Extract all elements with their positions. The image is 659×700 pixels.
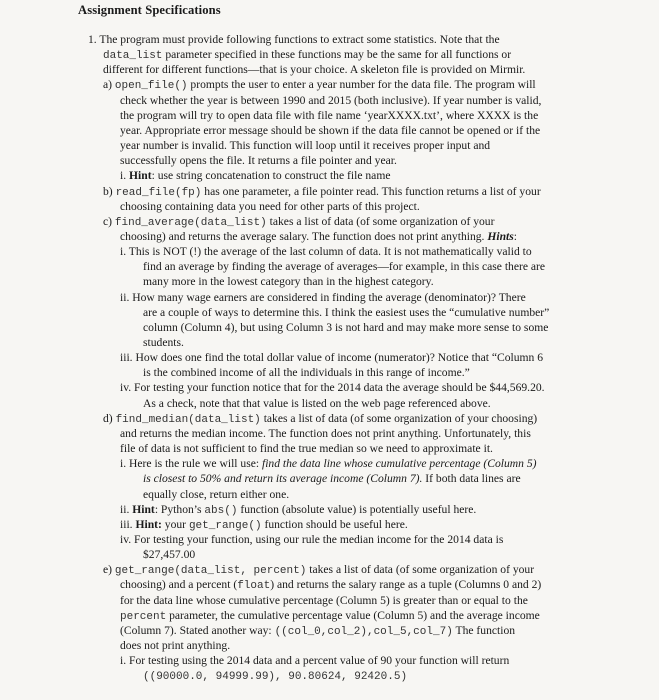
page-title: Assignment Specifications bbox=[78, 3, 221, 17]
text-run: ii. bbox=[120, 502, 133, 516]
text-line bbox=[120, 291, 526, 304]
text-run: your bbox=[161, 517, 189, 531]
text-run: takes a list of data (of some organization of your bbox=[266, 214, 495, 228]
text-run: takes a list of data (of some organization of your choosing) bbox=[260, 411, 538, 425]
text-run: find the data line whose cumulative percentage (Column 5) bbox=[261, 457, 537, 471]
text-run: i. This is NOT (!) the average of the last column of data. It is not mathematically valid to bbox=[120, 245, 532, 259]
text-line bbox=[120, 594, 528, 607]
text-line bbox=[120, 442, 493, 455]
text-run: ii. How many wage earners are considered in finding the average (denominator)? There bbox=[120, 290, 526, 304]
text-line bbox=[120, 654, 509, 667]
text-run: (Column 7). Stated another way: bbox=[120, 623, 275, 637]
text-run: the program will try to open data file with file name ‘yearXXXX.txt’, where XXXX is the bbox=[120, 108, 539, 122]
text-line bbox=[103, 185, 541, 200]
text-line bbox=[143, 321, 548, 334]
text-run: d) bbox=[103, 411, 116, 425]
text-line bbox=[120, 351, 543, 364]
text-line bbox=[143, 260, 545, 273]
text-run: is the combined income of all the individuals in this range of income.” bbox=[143, 366, 470, 380]
text-run: are a couple of ways to determine this. I think the easiest uses the “cumulative number” bbox=[143, 305, 550, 319]
text-run: The function bbox=[452, 623, 516, 637]
text-line bbox=[120, 609, 540, 624]
text-run: iv. For testing your function, using our rule the median income for the 2014 data is bbox=[120, 532, 504, 546]
text-line bbox=[120, 169, 390, 182]
text-run: different for different functions—that is your choice. A skeleton file is provided on Mirmir. bbox=[103, 63, 526, 77]
code-snippet: ((90000.0, 94999.99), 90.80624, 92420.5) bbox=[143, 671, 408, 684]
text-run: i. bbox=[120, 169, 130, 183]
text-run: parameter specified in these functions may be the same for all functions or bbox=[162, 48, 512, 62]
text-line bbox=[120, 154, 397, 167]
text-run: a) bbox=[103, 78, 115, 92]
text-line bbox=[103, 215, 494, 230]
code-snippet: read_file(fp) bbox=[115, 186, 202, 199]
text-run: : use string concatenation to construct the file name bbox=[151, 169, 391, 183]
text-run: Hint: bbox=[135, 517, 162, 531]
text-line bbox=[120, 457, 537, 470]
text-run: i. For testing using the 2014 data and a percent value of 90 your function will return bbox=[120, 654, 510, 668]
text-line bbox=[143, 669, 407, 684]
code-snippet: percent bbox=[120, 610, 167, 623]
code-snippet: float bbox=[237, 580, 271, 593]
text-run: iv. For testing your function notice that for the 2014 data the average should be $44,569.20. bbox=[120, 381, 545, 395]
code-snippet: data_list bbox=[103, 50, 163, 63]
text-line bbox=[120, 518, 408, 533]
text-run: prompts the user to enter a year number for the data file. The program will bbox=[187, 78, 536, 92]
text-run: successfully opens the file. It returns a file pointer and year. bbox=[120, 154, 397, 168]
text-run: find an average by finding the average of averages—for example, in this case there are bbox=[143, 260, 546, 274]
text-line bbox=[120, 109, 538, 122]
text-run: function (absolute value) is potentially useful here. bbox=[237, 502, 477, 516]
text-line bbox=[143, 548, 195, 561]
text-line bbox=[103, 48, 511, 63]
text-run: year number is invalid. This function will loop until it receives proper input and bbox=[120, 139, 491, 153]
text-run: iii. How does one find the total dollar value of income (numerator)? Notice that “Column 6 bbox=[120, 351, 544, 365]
text-line bbox=[143, 275, 434, 288]
text-run: iii. bbox=[120, 517, 136, 531]
text-line bbox=[120, 94, 541, 107]
text-run: year. Appropriate error message should be shown if the data file cannot be opened or if the bbox=[120, 123, 541, 137]
text-line bbox=[120, 139, 490, 152]
code-snippet: open_file() bbox=[114, 80, 188, 93]
text-run: for the data line whose cumulative percentage (Column 5) is greater than or equal to the bbox=[120, 593, 528, 607]
text-line bbox=[120, 245, 532, 258]
text-run: file of data is not sufficient to find the true median so we need to approximate it. bbox=[120, 442, 493, 456]
text-line bbox=[103, 563, 534, 578]
code-snippet: get_range(data_list, percent) bbox=[114, 565, 307, 578]
text-line bbox=[120, 427, 531, 440]
text-run: $27,457.00 bbox=[143, 548, 196, 562]
text-line bbox=[143, 488, 289, 501]
text-line bbox=[120, 230, 517, 243]
text-run: column (Column 4), but using Column 3 is not hard and may make more sense to some bbox=[143, 320, 549, 334]
text-line bbox=[103, 412, 537, 427]
text-line bbox=[120, 503, 476, 518]
text-run: check whether the year is between 1990 and 2015 (both inclusive). If year number is valid, bbox=[120, 93, 542, 107]
text-line bbox=[103, 78, 536, 93]
text-run: takes a list of data (of some organization of your bbox=[306, 563, 535, 577]
text-line bbox=[120, 381, 545, 394]
text-run: function should be useful here. bbox=[261, 517, 408, 531]
text-run: does not print anything. bbox=[120, 639, 231, 652]
text-line bbox=[143, 336, 184, 349]
text-run: many more in the lowest category than in the highest category. bbox=[143, 275, 434, 289]
code-snippet: get_range() bbox=[188, 519, 262, 532]
text-run: Hint bbox=[132, 502, 155, 516]
text-run: : bbox=[513, 229, 518, 243]
text-line bbox=[143, 366, 470, 379]
text-run: has one parameter, a file pointer read. This function returns a list of your bbox=[201, 184, 541, 198]
text-line bbox=[120, 533, 503, 546]
text-run: students. bbox=[143, 336, 184, 349]
text-run: is closest to 50% and return its average income (Column 7). bbox=[143, 472, 423, 486]
text-line bbox=[120, 639, 230, 652]
text-run: ) and returns the salary range as a tuple (Columns 0 and 2) bbox=[270, 578, 542, 592]
text-line bbox=[120, 624, 515, 639]
text-line bbox=[120, 578, 541, 593]
text-run: c) bbox=[103, 214, 115, 228]
text-run: Hints bbox=[487, 229, 514, 243]
text-line bbox=[120, 124, 540, 137]
code-snippet: find_median(data_list) bbox=[115, 413, 261, 426]
text-run: choosing) and a percent ( bbox=[120, 578, 238, 592]
text-line bbox=[143, 306, 549, 319]
text-line bbox=[103, 63, 525, 76]
text-line bbox=[143, 397, 491, 410]
text-line bbox=[88, 33, 500, 46]
text-run: e) bbox=[103, 563, 115, 577]
code-snippet: find_average(data_list) bbox=[114, 216, 267, 229]
text-run: : Python’s bbox=[154, 502, 205, 516]
text-line bbox=[143, 472, 521, 485]
text-run: 1. The program must provide following functions to extract some statistics. Note that the bbox=[88, 33, 500, 46]
text-run: equally close, return either one. bbox=[143, 487, 290, 501]
text-run: parameter, the cumulative percentage value (Column 5) and the average income bbox=[166, 608, 540, 622]
text-run: i. Here is the rule we will use: bbox=[120, 457, 262, 471]
text-run: As a check, note that that value is listed on the web page referenced above. bbox=[143, 396, 491, 410]
code-snippet: ((col_0,col_2),col_5,col_7) bbox=[274, 625, 453, 638]
text-run: If both data lines are bbox=[422, 472, 521, 486]
text-run: choosing containing data you need for other parts of this project. bbox=[120, 199, 420, 213]
text-run: Hint bbox=[129, 169, 152, 183]
text-line bbox=[120, 200, 420, 213]
text-run: b) bbox=[103, 184, 116, 198]
code-snippet: abs() bbox=[204, 504, 238, 517]
text-run: choosing) and returns the average salary. The function does not print anything. bbox=[120, 229, 488, 243]
text-run: and returns the median income. The function does not print anything. Unfortunately, this bbox=[120, 426, 531, 440]
